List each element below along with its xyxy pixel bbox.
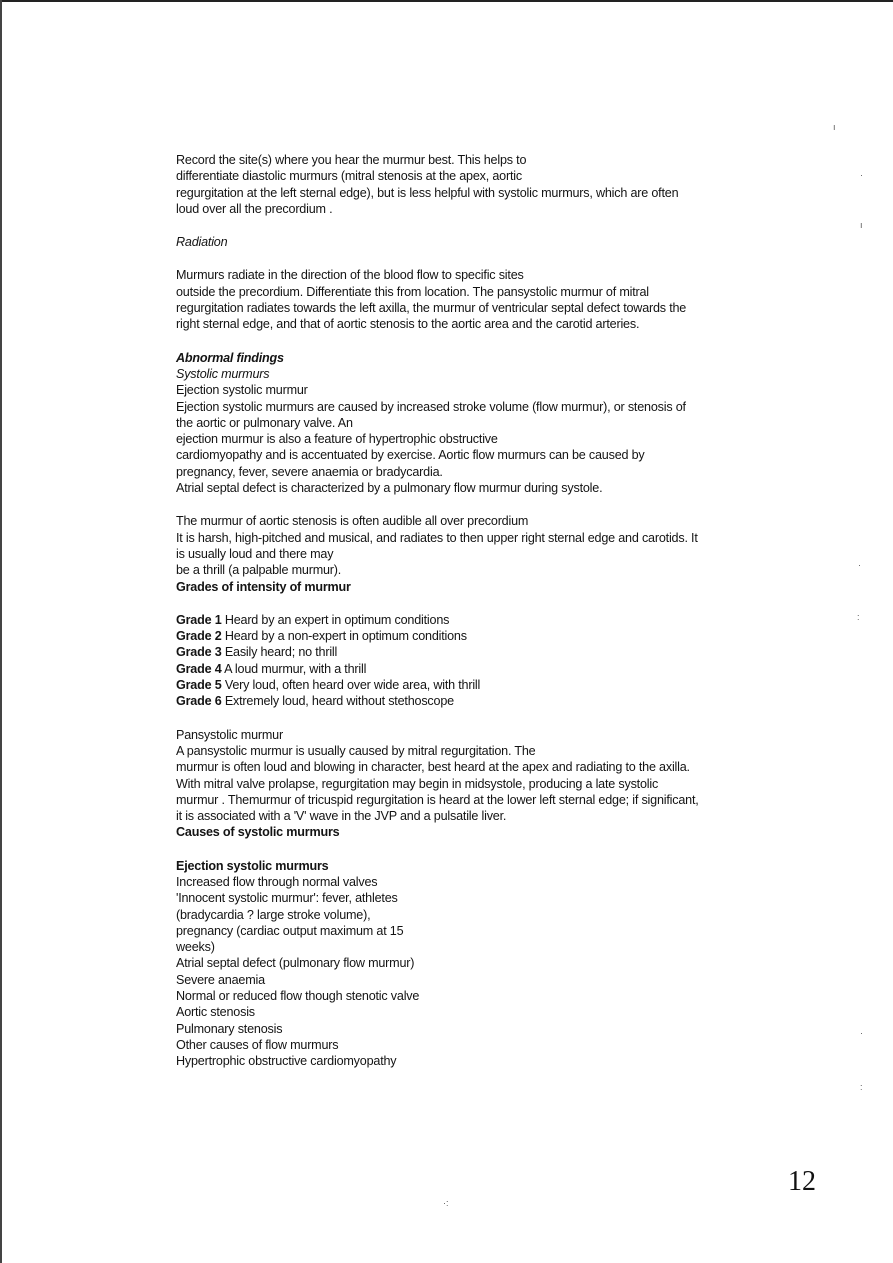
- list-item: weeks): [176, 940, 215, 955]
- text-line: be a thrill (a palpable murmur).: [176, 563, 342, 578]
- text-line: regurgitation radiates towards the left axilla, the murmur of ventricular septal defect towards the: [176, 301, 687, 316]
- list-item: Other causes of flow murmurs: [176, 1037, 339, 1052]
- text-line: Murmurs radiate in the direction of the blood flow to specific sites: [176, 268, 524, 283]
- subheading-pansystolic-murmur: Pansystolic murmur: [176, 727, 283, 742]
- text-line: is usually loud and there may: [176, 546, 334, 561]
- list-item: (bradycardia ? large stroke volume),: [176, 907, 371, 922]
- scan-speck: ·: [860, 1028, 863, 1038]
- list-item: Atrial septal defect (pulmonary flow murmur): [176, 956, 415, 971]
- spacer: [176, 333, 816, 350]
- page-body: [176, 152, 816, 1070]
- list-item: Normal or reduced flow though stenotic valve: [176, 989, 420, 1004]
- spacer: [176, 841, 816, 858]
- text-line: Ejection systolic murmurs are caused by increased stroke volume (flow murmur), or stenosis of: [176, 399, 686, 414]
- scan-speck: ·: [858, 560, 861, 570]
- spacer: [176, 250, 816, 267]
- spacer: [176, 710, 816, 727]
- scan-speck: ı: [860, 220, 863, 230]
- scan-left-edge: [0, 0, 2, 1263]
- scan-speck: :: [857, 612, 860, 622]
- grade-item: Grade 4 A loud murmur, with a thrill: [176, 661, 367, 676]
- text-line: pregnancy, fever, severe anaemia or bradycardia.: [176, 464, 443, 479]
- spacer: [176, 217, 816, 234]
- section-heading-causes: Causes of systolic murmurs: [176, 825, 340, 840]
- text-line: The murmur of aortic stenosis is often audible all over precordium: [176, 514, 529, 529]
- list-item: Hypertrophic obstructive cardiomyopathy: [176, 1054, 397, 1069]
- scan-speck: ı: [833, 122, 836, 132]
- scan-speck: ·: [860, 170, 863, 180]
- text-line: differentiate diastolic murmurs (mitral stenosis at the apex, aortic: [176, 169, 522, 184]
- scan-speck: ·:: [443, 1198, 449, 1208]
- text-line: murmur is often loud and blowing in character, best heard at the apex and radiating to the axilla.: [176, 760, 690, 775]
- list-item: Pulmonary stenosis: [176, 1021, 283, 1036]
- spacer: [176, 595, 816, 612]
- text-line: the aortic or pulmonary valve. An: [176, 415, 353, 430]
- text-line: Record the site(s) where you hear the murmur best. This helps to: [176, 153, 527, 167]
- list-item: Severe anaemia: [176, 972, 265, 987]
- section-heading-radiation: Radiation: [176, 235, 228, 250]
- text-line: cardiomyopathy and is accentuated by exercise. Aortic flow murmurs can be caused by: [176, 448, 645, 463]
- text-line: loud over all the precordium .: [176, 201, 333, 216]
- subheading-ejection-systolic-murmurs: Ejection systolic murmurs: [176, 858, 329, 873]
- grade-item: Grade 5 Very loud, often heard over wide area, with thrill: [176, 678, 481, 693]
- text-line: A pansystolic murmur is usually caused by mitral regurgitation. The: [176, 743, 536, 758]
- list-item: pregnancy (cardiac output maximum at 15: [176, 923, 404, 938]
- text-line: regurgitation at the left sternal edge), but is less helpful with systolic murmurs, which are often: [176, 185, 679, 200]
- list-item: Aortic stenosis: [176, 1005, 255, 1020]
- section-heading-abnormal-findings: Abnormal findings: [176, 350, 284, 365]
- page-number: 12: [788, 1166, 816, 1197]
- text-line: Ejection systolic murmur: [176, 383, 308, 398]
- text-line: it is associated with a 'V' wave in the JVP and a pulsatile liver.: [176, 809, 507, 824]
- subheading-systolic-murmurs: Systolic murmurs: [176, 366, 270, 381]
- text-line: right sternal edge, and that of aortic stenosis to the aortic area and the carotid arteries.: [176, 317, 640, 332]
- text-line: Atrial septal defect is characterized by a pulmonary flow murmur during systole.: [176, 481, 603, 496]
- list-item: Increased flow through normal valves: [176, 874, 378, 889]
- scan-top-edge: [0, 0, 893, 2]
- grade-item: Grade 1 Heard by an expert in optimum conditions: [176, 612, 450, 627]
- grade-item: Grade 6 Extremely loud, heard without stethoscope: [176, 694, 454, 709]
- text-line: murmur . Themurmur of tricuspid regurgitation is heard at the lower left sternal edge; if significant,: [176, 792, 699, 807]
- text-line: outside the precordium. Differentiate this from location. The pansystolic murmur of mitral: [176, 284, 649, 299]
- section-heading-grades: Grades of intensity of murmur: [176, 579, 351, 594]
- grade-item: Grade 2 Heard by a non-expert in optimum conditions: [176, 629, 467, 644]
- list-item: 'Innocent systolic murmur': fever, athletes: [176, 891, 398, 906]
- spacer: [176, 496, 816, 513]
- grade-item: Grade 3 Easily heard; no thrill: [176, 645, 338, 660]
- scan-speck: :: [860, 1082, 863, 1092]
- text-line: With mitral valve prolapse, regurgitation may begin in midsystole, producing a late systolic: [176, 776, 659, 791]
- text-line: It is harsh, high-pitched and musical, and radiates to then upper right sternal edge and carotids. It: [176, 530, 698, 545]
- text-line: ejection murmur is also a feature of hypertrophic obstructive: [176, 432, 498, 447]
